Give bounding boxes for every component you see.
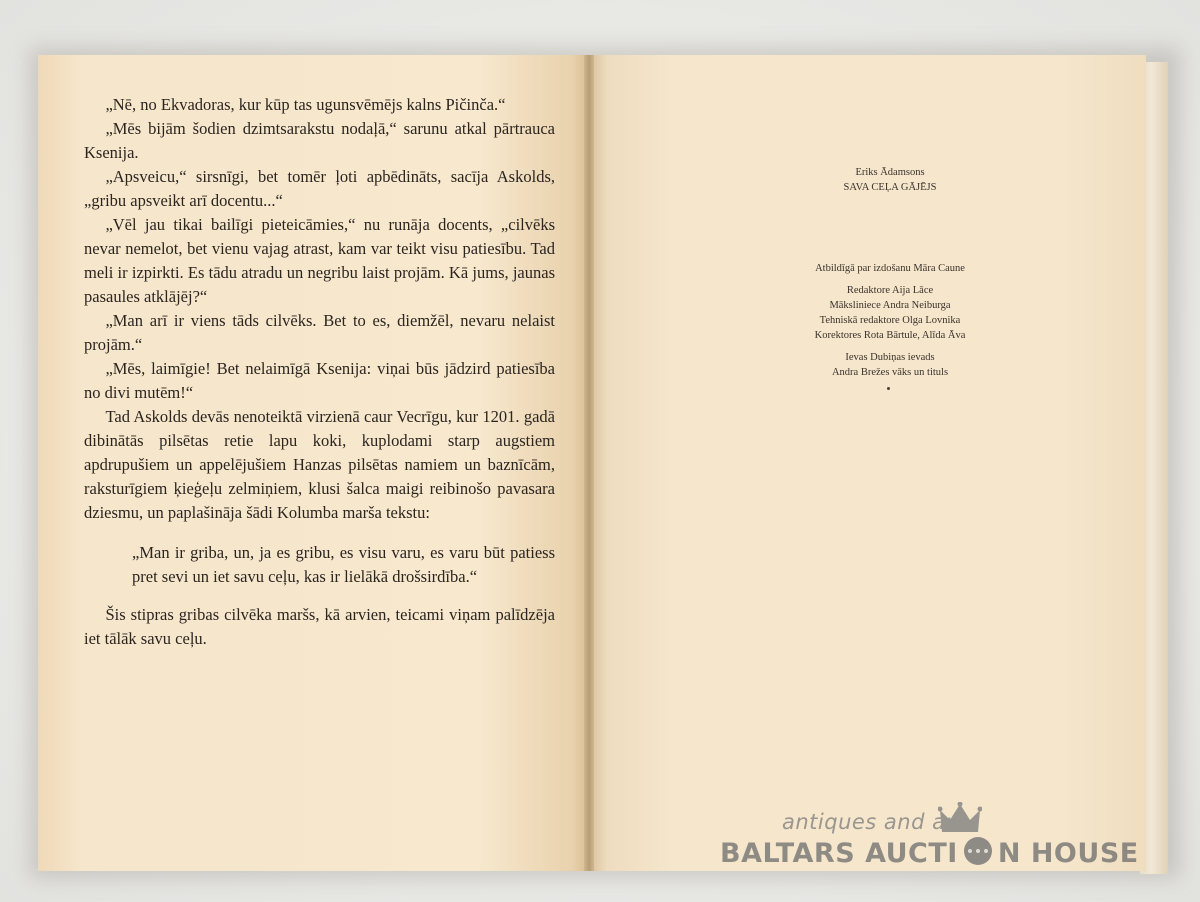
book-title: SAVA CEĻA GĀJĒJS xyxy=(843,182,937,193)
globe-o-icon xyxy=(959,836,997,866)
credit-line: Ievas Dubiņas ievads xyxy=(845,352,935,363)
imprint-credits xyxy=(700,261,1080,380)
block-quote: „Man ir griba, un, ja es gribu, es visu varu, es varu būt patiess pret sevi un iet savu ceļu, kas ir lielākā drošsirdība.“ xyxy=(132,543,555,586)
credit-line: Māksliniece Andra Neiburga xyxy=(829,300,951,311)
paragraph: „Vēl jau tikai bailīgi pieteicāmies,“ nu runāja docents, „cilvēks nevar nemelot, bet vienu vajag atrast, kam var teikt visu patiesību. Tad meli ir izpirkti. Es tādu atradu un negribu laist projām. Kā jums, jaunas pasaules atklājēj?“ xyxy=(84,215,555,306)
watermark-name-part2: N HOUSE xyxy=(997,838,1139,869)
left-page-text xyxy=(84,93,555,651)
credit-line: Korektores Rota Bārtule, Alīda Āva xyxy=(814,330,966,341)
author-name: Eriks Ādamsons xyxy=(855,167,925,178)
credit-line: Tehniskā redaktore Olga Lovnika xyxy=(819,315,961,326)
auction-watermark xyxy=(720,780,1139,880)
paragraph: Tad Askolds devās nenoteiktā virzienā caur Vecrīgu, kur 1201. gadā dibinātās pilsētas retie lapu koki, kuplodami starp augstiem apdrupušiem un appelējušiem Hanzas pilsētas namiem un baznīcām, raksturīgiem ķieģeļu zelmiņiem, klusi šalca maigi reibinošo pavasara dziesmu, un paplašināja šādi Kolumba marša tekstu: xyxy=(84,407,555,522)
paragraph: „Mēs, laimīgie! Bet nelaimīgā Ksenija: viņai būs jādzird patiesība no divi mutēm!“ xyxy=(84,359,555,402)
watermark-tagline: antiques and art xyxy=(782,810,964,834)
ornament-dot xyxy=(887,387,890,390)
imprint-heading xyxy=(700,165,1080,195)
credit-line: Redaktore Aija Lāce xyxy=(846,285,934,296)
paragraph: „Mēs bijām šodien dzimtsarakstu nodaļā,“ sarunu atkal pārtrauca Ksenija. xyxy=(84,119,555,162)
credit-line: Andra Brežes vāks un tituls xyxy=(831,367,949,378)
paragraph: „Nē, no Ekvadoras, kur kūp tas ugunsvēmējs kalns Pičinča.“ xyxy=(105,95,506,114)
closing-paragraph: Šis stipras gribas cilvēka maršs, kā arvien, teicami viņam palīdzēja iet tālāk savu ceļu. xyxy=(84,605,555,648)
book-gutter xyxy=(584,55,594,871)
paragraph: „Man arī ir viens tāds cilvēks. Bet to es, diemžēl, nevaru nelaist projām.“ xyxy=(84,311,555,354)
credit-line: Atbildīgā par izdošanu Māra Caune xyxy=(815,263,965,274)
watermark-name-part1: BALTARS AUCTI xyxy=(720,838,958,869)
watermark-name xyxy=(720,836,1139,869)
paragraph: „Apsveicu,“ sirsnīgi, bet tomēr ļoti apbēdināts, sacīja Askolds, „gribu apsveikt arī docentu...“ xyxy=(84,167,555,210)
